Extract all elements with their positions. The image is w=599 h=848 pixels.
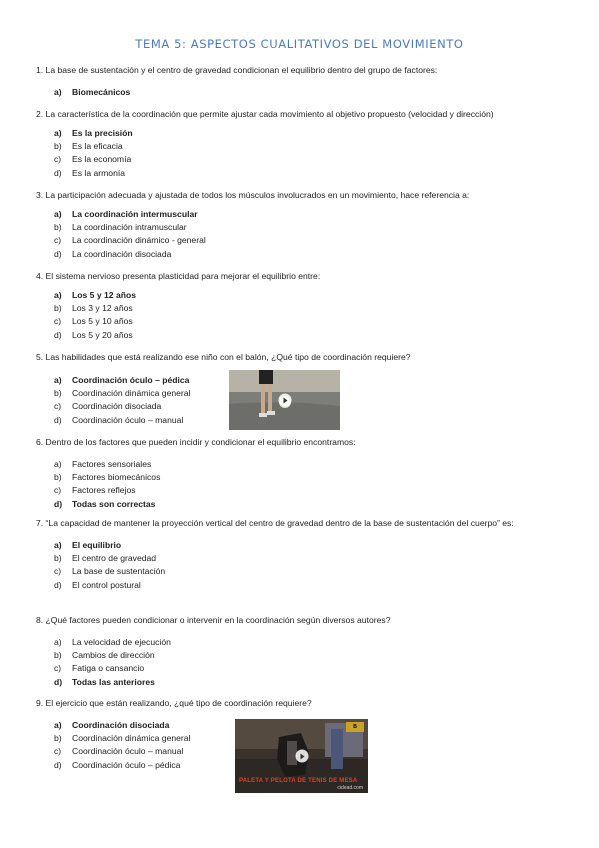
question-stem: 6. Dentro de los factores que pueden incidir y condicionar el equilibrio encontramos: (36, 437, 356, 447)
option-c: c) Fatiga o cansancio (54, 663, 145, 674)
channel-logo: B (346, 722, 364, 732)
video-thumbnail-table-tennis[interactable] (235, 719, 368, 793)
page-title: TEMA 5: ASPECTOS CUALITATIVOS DEL MOVIMIENTO (135, 37, 464, 51)
question-stem: 9. El ejercicio que están realizando, ¿qué tipo de coordinación requiere? (36, 698, 312, 708)
option-b: b) El centro de gravedad (54, 553, 157, 564)
option-d: d) Es la armonía (54, 167, 126, 178)
option-a: a) La coordinación intermuscular (54, 209, 198, 219)
option-a: a) Factores sensoriales (54, 459, 152, 469)
question-stem: 8. ¿Qué factores pueden condicionar o intervenir en la coordinación según diversos autores? (36, 615, 391, 625)
option-c: c) La base de sustentación (54, 566, 166, 577)
question-stem: 4. El sistema nervioso presenta plasticidad para mejorar el equilibrio entre: (36, 271, 321, 281)
option-d: d) Coordinación óculo – manual (54, 414, 184, 425)
play-icon (278, 394, 291, 407)
question-stem: 1. La base de sustentación y el centro de gravedad condicionan el equilibrio dentro del grupo de factores: (36, 65, 438, 75)
option-d: d) Todas las anteriores (54, 676, 155, 687)
option-b: b) Coordinación dinámica general (54, 733, 191, 744)
option-c: c) La coordinación dinámico - general (54, 235, 206, 246)
option-a: a) Biomecánicos (54, 87, 131, 97)
option-b: b) Coordinación dinámica general (54, 388, 191, 399)
option-d: d) Coordinación óculo – pédica (54, 759, 181, 770)
question-3 (36, 189, 568, 261)
question-stem: 3. La participación adecuada y ajustada de todos los músculos involucrados en un movimiento, hace referencia a: (36, 190, 470, 200)
video-thumbnail-ball[interactable] (229, 370, 340, 430)
option-d: d) Los 5 y 20 años (54, 329, 133, 340)
video-caption: PALETA Y PELOTA DE TENIS DE MESA (239, 778, 358, 784)
question-stem: 2. La característica de la coordinación que permite ajustar cada movimiento al objetivo propuesto (velocidad y dirección) (36, 109, 494, 119)
option-b: b) Cambios de dirección (54, 650, 155, 661)
option-d: d) La coordinación disociada (54, 248, 172, 259)
option-d: d) El control postural (54, 579, 141, 590)
question-2 (36, 108, 568, 180)
option-b: b) La coordinación intramuscular (54, 222, 187, 233)
question-4 (36, 270, 568, 342)
question-7 (36, 517, 568, 592)
option-a: a) Los 5 y 12 años (54, 290, 137, 300)
option-a: a) Coordinación disociada (54, 720, 170, 730)
video-watermark: cidead.com (337, 785, 363, 791)
option-c: c) Coordinación óculo – manual (54, 746, 184, 757)
option-a: a) El equilibrio (54, 540, 122, 550)
option-a: a) Coordinación óculo – pédica (54, 375, 190, 385)
question-8 (36, 614, 568, 689)
question-stem: 7. “La capacidad de mantener la proyección vertical del centro de gravedad dentro de la base de sustentación del cuerpo” es: (36, 518, 514, 528)
question-6 (36, 436, 568, 511)
play-icon (295, 750, 308, 763)
option-c: c) Coordinación disociada (54, 401, 162, 412)
option-a: a) La velocidad de ejecución (54, 637, 171, 647)
option-b: b) Los 3 y 12 años (54, 303, 133, 314)
option-a: a) Es la precisión (54, 128, 133, 138)
option-c: c) Factores reflejos (54, 485, 136, 496)
option-c: c) Los 5 y 10 años (54, 316, 133, 327)
question-stem: 5. Las habilidades que está realizando ese niño con el balón, ¿Qué tipo de coordinación requiere? (36, 352, 411, 362)
option-b: b) Factores biomecánicos (54, 472, 161, 483)
option-d: d) Todas son correctas (54, 498, 156, 509)
question-1 (36, 64, 568, 99)
option-b: b) Es la eficacia (54, 141, 123, 152)
option-c: c) Es la economía (54, 154, 132, 165)
